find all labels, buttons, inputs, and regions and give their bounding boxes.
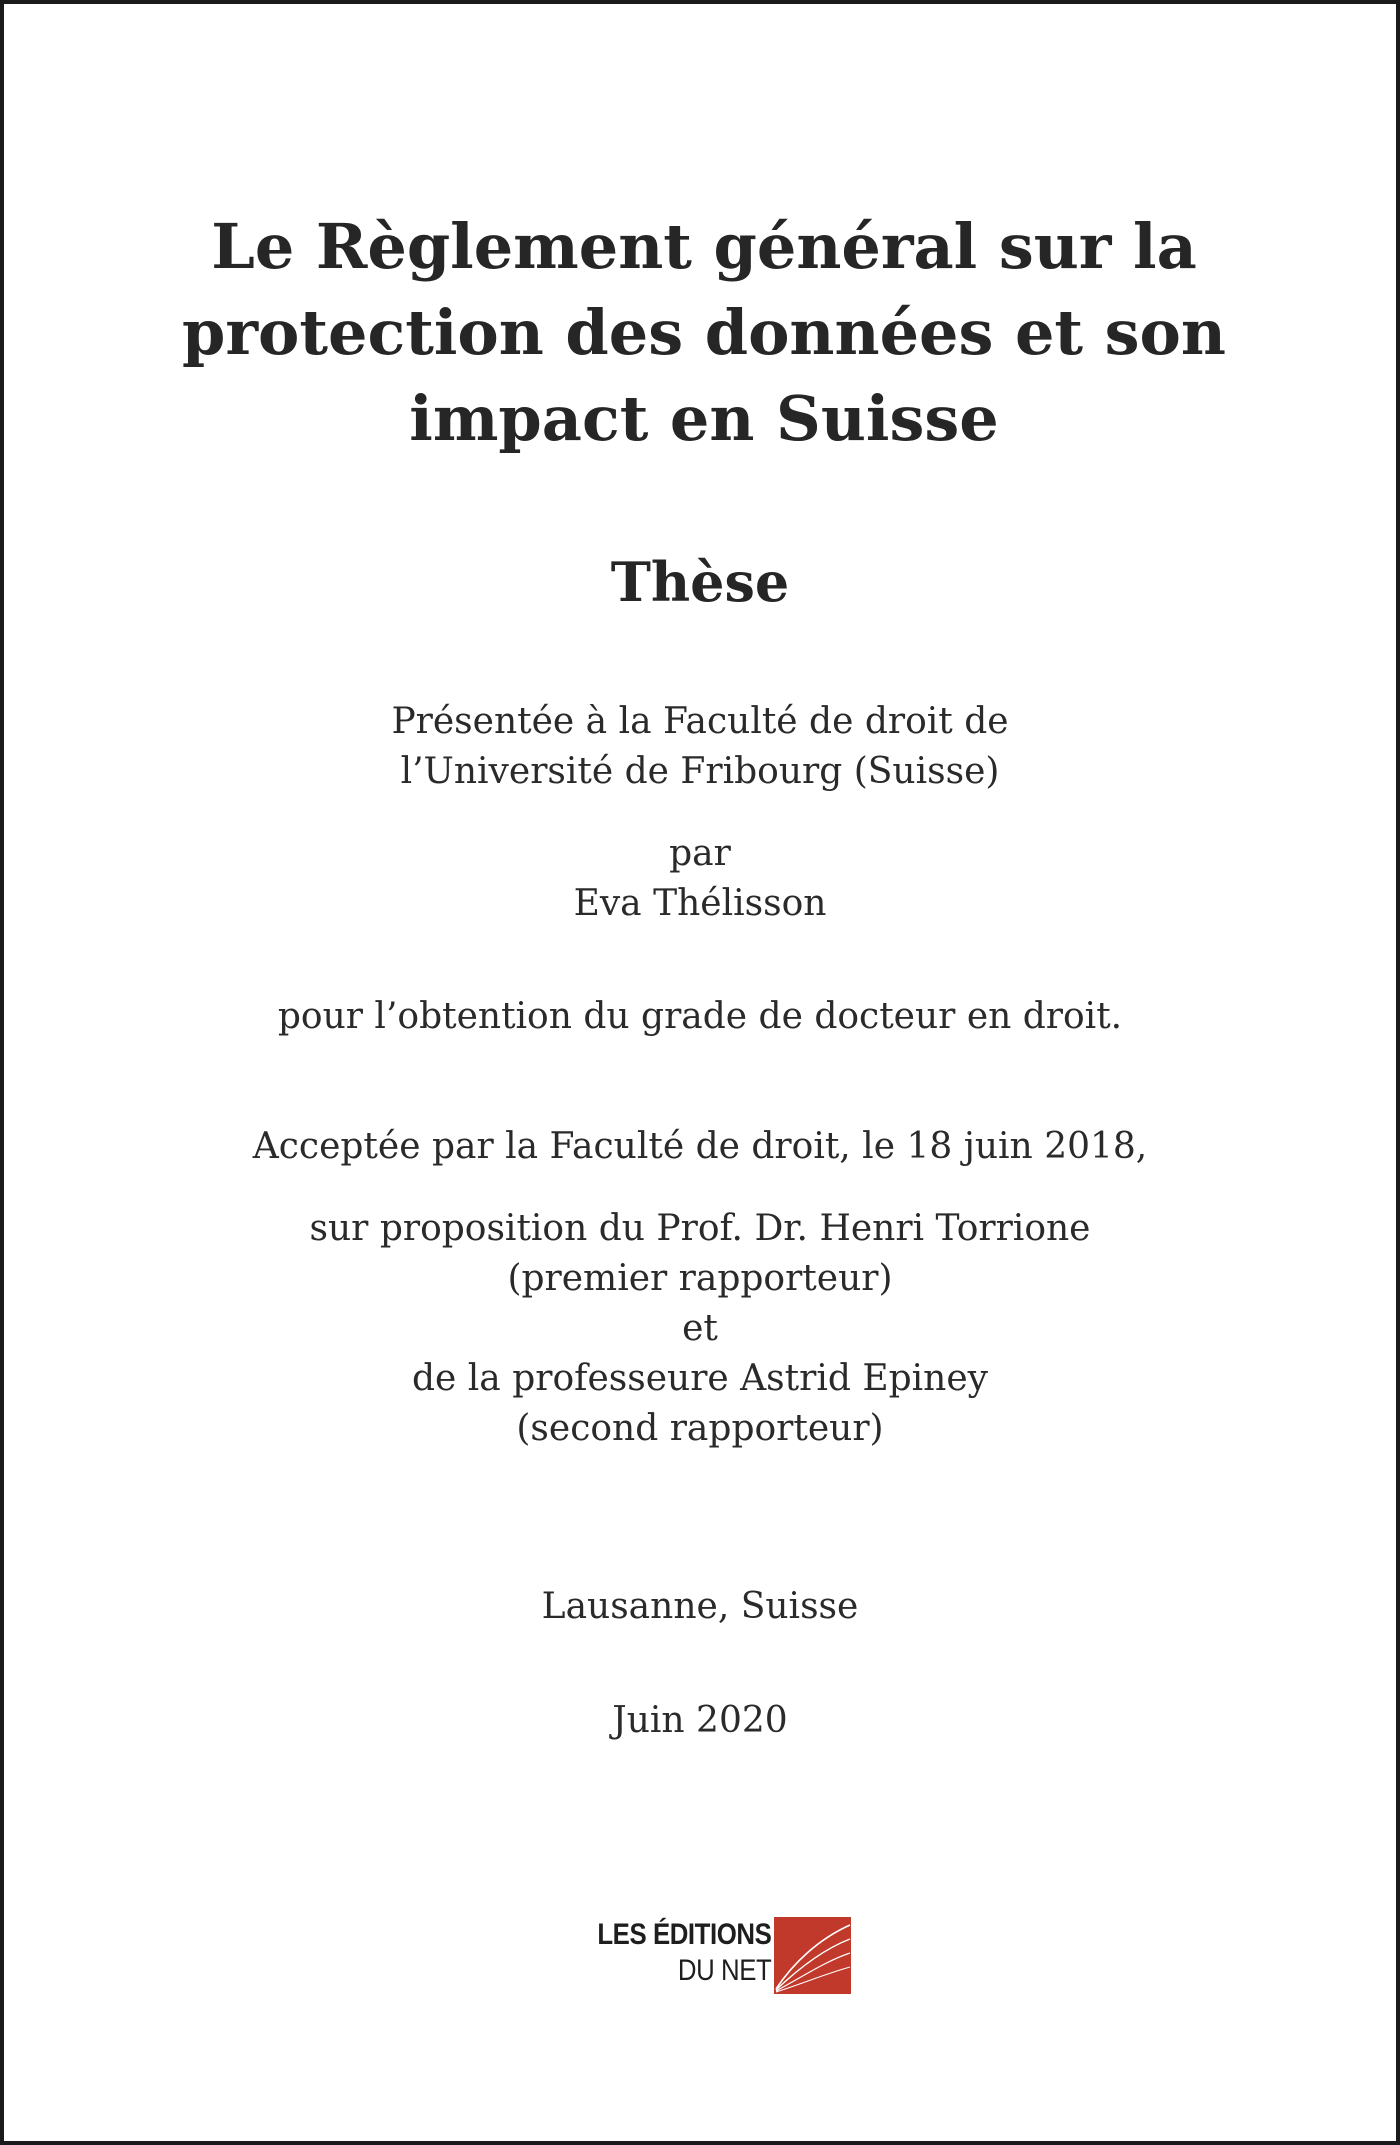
degree-purpose: pour l’obtention du grade de docteur en droit. <box>277 996 1123 1037</box>
publication-date: Juin 2020 <box>612 1700 788 1741</box>
publisher-mark-icon <box>774 1917 851 1994</box>
proposal-line: sur proposition du Prof. Dr. Henri Torrione <box>309 1208 1091 1249</box>
title-line: protection des données et son <box>182 296 1226 369</box>
publisher-name-line: DU NET <box>677 1954 771 1987</box>
publisher-name <box>569 1917 771 1989</box>
proposal-line: de la professeure Astrid Epiney <box>412 1358 988 1399</box>
presented-line: l’Université de Fribourg (Suisse) <box>400 751 1000 792</box>
publisher-name-line: LES ÉDITIONS <box>596 1918 771 1951</box>
author-name: Eva Thélisson <box>573 883 827 924</box>
proposal-line: et <box>682 1308 718 1349</box>
title-line: Le Règlement général sur la <box>211 210 1197 283</box>
publisher-logo <box>561 1915 851 1995</box>
publication-place: Lausanne, Suisse <box>541 1586 859 1627</box>
title-line: impact en Suisse <box>409 382 999 455</box>
thesis-title <box>104 204 1304 462</box>
proposal-line: (second rapporteur) <box>516 1408 884 1449</box>
by-label: par <box>669 833 731 874</box>
presented-line: Présentée à la Faculté de droit de <box>391 701 1009 742</box>
proposal-line: (premier rapporteur) <box>507 1258 893 1299</box>
acceptance-line: Acceptée par la Faculté de droit, le 18 juin 2018, <box>252 1126 1148 1167</box>
document-type: Thèse <box>610 550 790 614</box>
